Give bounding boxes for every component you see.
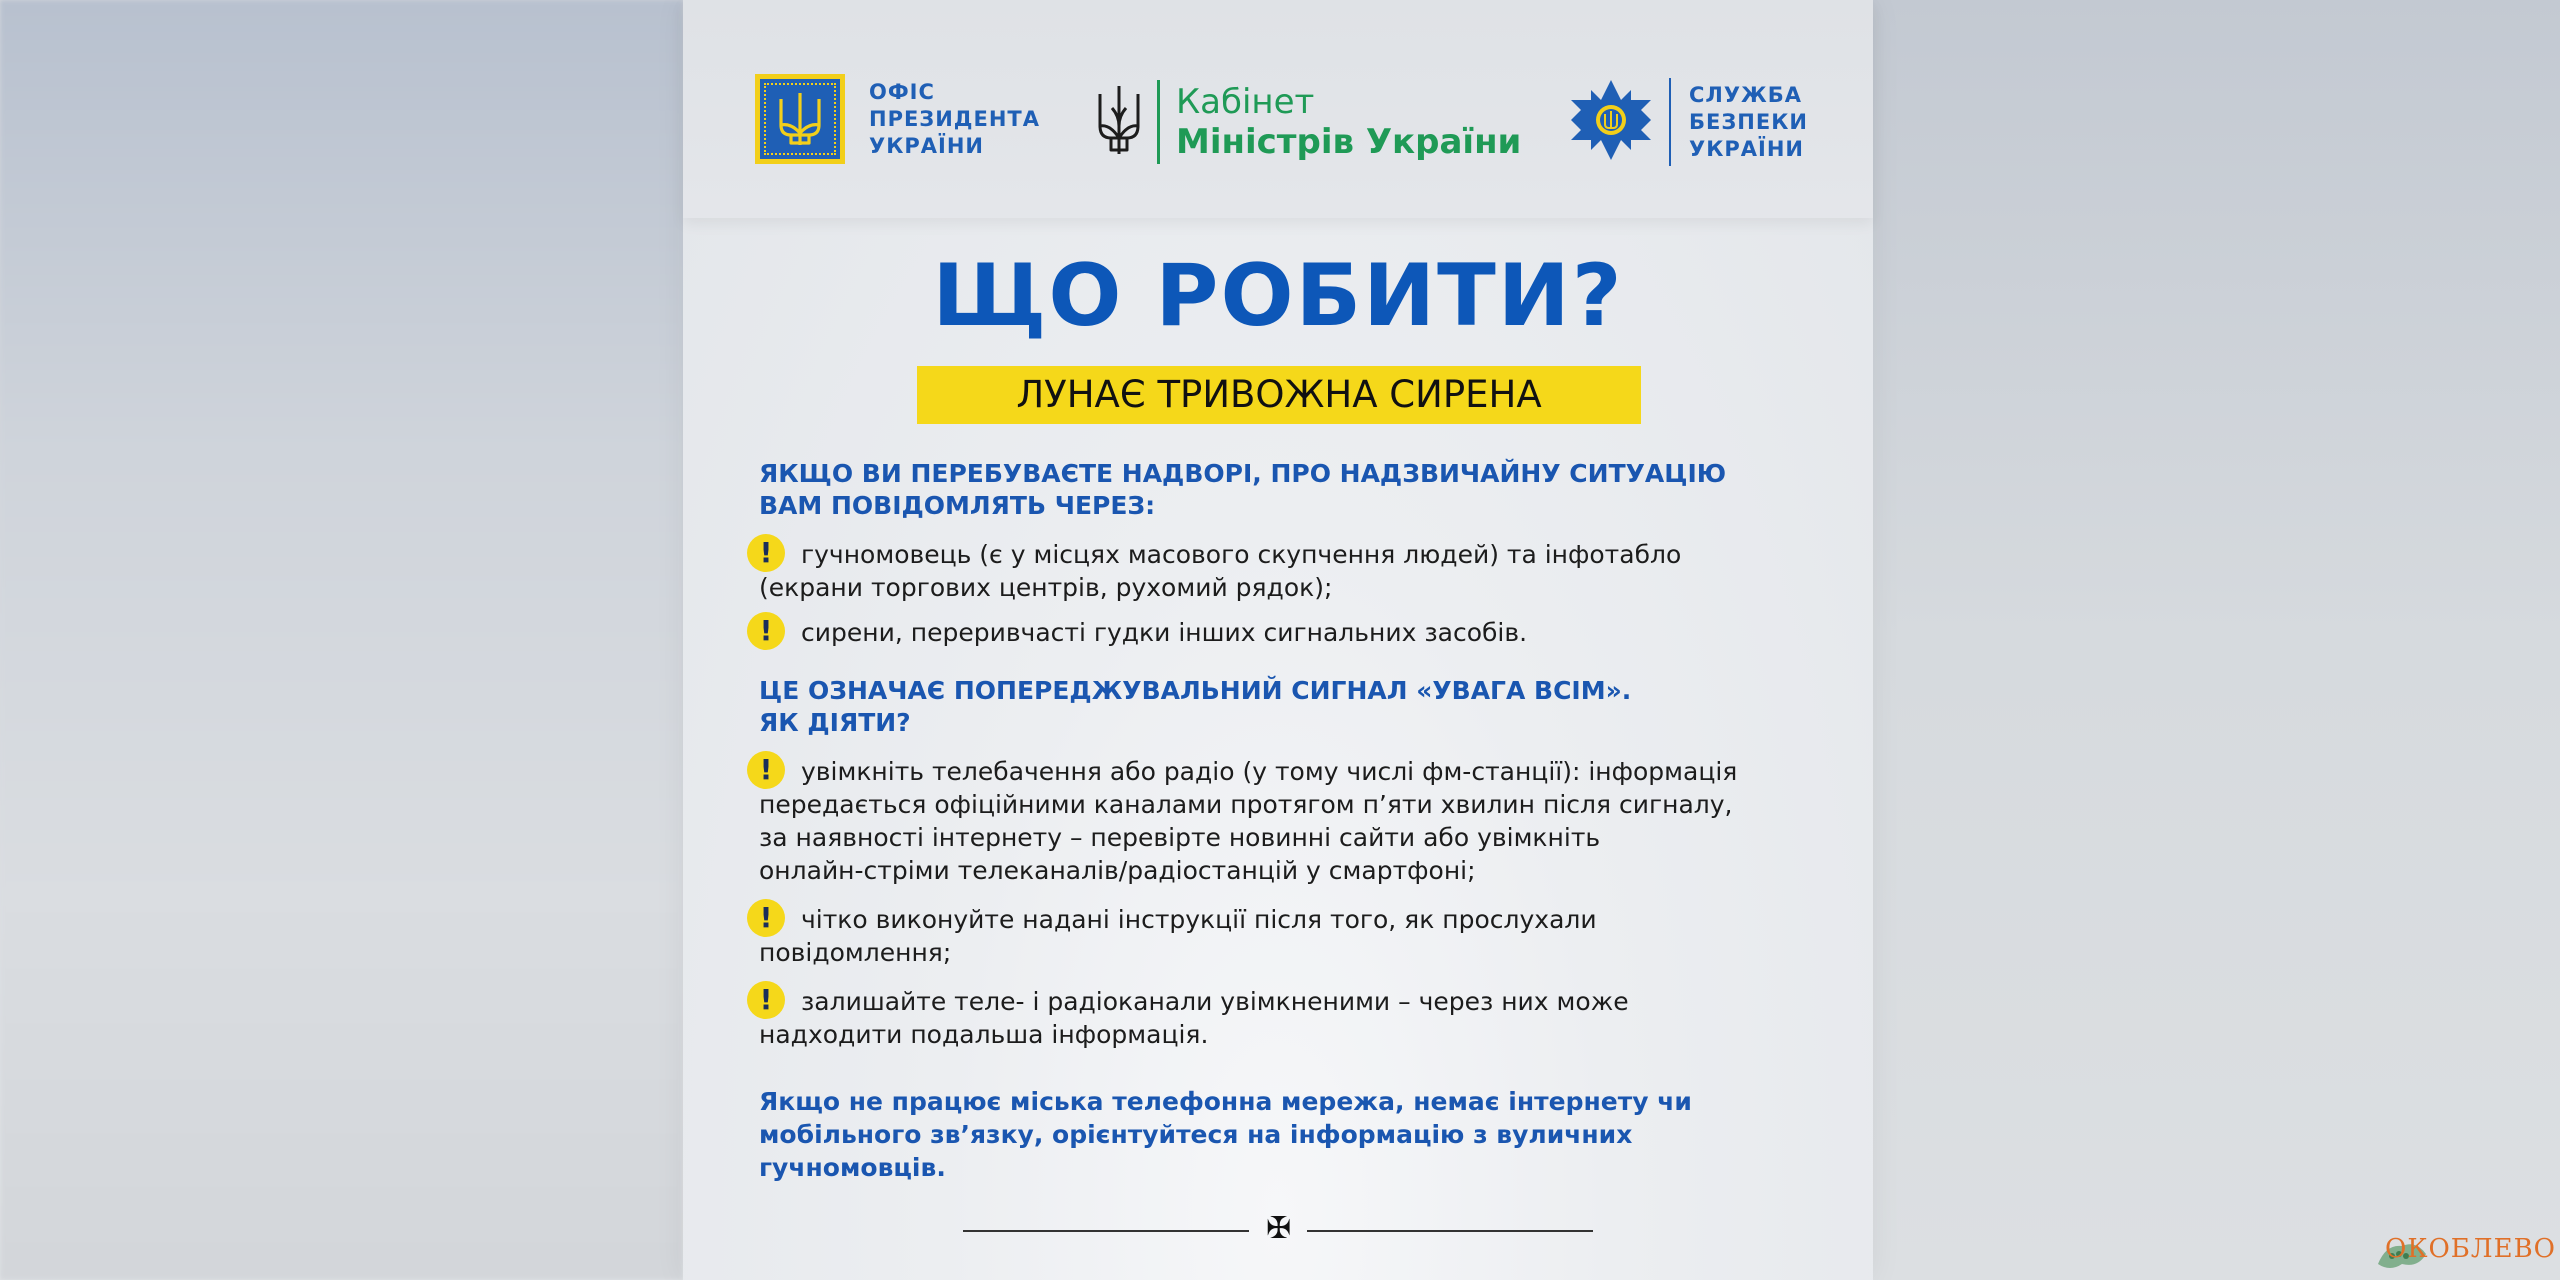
instructions-content <box>759 458 1819 1184</box>
divider-line-left <box>963 1230 1249 1232</box>
trident-icon <box>1095 82 1143 162</box>
security-service-text <box>1689 82 1808 163</box>
bullet-text: чітко виконуйте надані інструкції після того, як прослухали <box>801 905 1597 934</box>
cabinet-line-1: Кабінет <box>1176 82 1315 122</box>
section-2-heading <box>759 675 1819 739</box>
section-1-heading-line-1: ЯКЩО ВИ ПЕРЕБУВАЄТЕ НАДВОРІ, ПРО НАДЗВИЧАЙНУ СИТУАЦІЮ <box>759 459 1727 488</box>
background-left <box>0 0 683 1280</box>
bullet-text: повідомлення; <box>759 938 952 967</box>
page-title: ЩО РОБИТИ? <box>932 246 1624 346</box>
office-of-president-logo <box>755 74 1040 164</box>
bullet-text: онлайн-стріми телеканалів/радіостанцій у смартфоні; <box>759 856 1476 885</box>
bottom-divider <box>963 1211 1593 1250</box>
bullet-text: сирени, переривчасті гудки інших сигнальних засобів. <box>801 618 1528 647</box>
section-2-heading-line-1: ЦЕ ОЗНАЧАЄ ПОПЕРЕДЖУВАЛЬНИЙ СИГНАЛ «УВАГА ВСІМ». <box>759 676 1632 705</box>
section-1-heading-line-2: ВАМ ПОВІДОМЛЯТЬ ЧЕРЕЗ: <box>759 491 1156 520</box>
bullet-text: увімкніть телебачення або радіо (у тому числі фм-станції): інформація <box>801 757 1738 786</box>
sbu-line-1: СЛУЖБА <box>1689 82 1803 107</box>
exclamation-icon: ! <box>747 899 785 937</box>
exclamation-icon: ! <box>747 612 785 650</box>
footer-note-line-1: Якщо не працює міська телефонна мережа, немає інтернету чи <box>759 1087 1692 1116</box>
list-item <box>759 616 1819 649</box>
cabinet-line-2: Міністрів України <box>1176 122 1522 162</box>
office-line-2: ПРЕЗИДЕНТА <box>869 106 1041 131</box>
bullet-text: надходити подальша інформація. <box>759 1020 1209 1049</box>
subtitle-banner <box>917 366 1641 424</box>
watermark: ОКОБЛЕВО <box>2385 1234 2556 1264</box>
trident-emblem-icon <box>755 74 845 164</box>
office-line-1: ОФІС <box>869 79 935 104</box>
footer-note <box>759 1085 1819 1184</box>
bullet-text: за наявності інтернету – перевірте новинні сайти або увімкніть <box>759 823 1601 852</box>
subtitle: ЛУНАЄ ТРИВОЖНА СИРЕНА <box>1016 373 1542 416</box>
office-of-president-text <box>869 79 1040 160</box>
sbu-divider <box>1669 78 1671 166</box>
exclamation-icon: ! <box>747 981 785 1019</box>
footer-note-line-2: мобільного зв’язку, орієнтуйтеся на інформацію з вуличних гучномовців. <box>759 1120 1633 1182</box>
cross-icon: ✠ <box>1266 1211 1292 1246</box>
list-item <box>759 903 1819 969</box>
list-item <box>759 538 1819 604</box>
office-line-3: УКРАЇНИ <box>869 133 984 158</box>
exclamation-icon: ! <box>747 534 785 572</box>
background-right <box>1870 0 2560 1280</box>
poster <box>683 0 1873 1280</box>
logo-header <box>683 0 1873 218</box>
sbu-cross-icon <box>1569 78 1653 166</box>
list-item <box>759 985 1819 1051</box>
sbu-line-2: БЕЗПЕКИ <box>1689 109 1808 134</box>
bullet-text: гучномовець (є у місцях масового скупчення людей) та інфотабло <box>801 540 1682 569</box>
divider-line-right <box>1307 1230 1593 1232</box>
list-item <box>759 755 1819 887</box>
bullet-text: передається офіційними каналами протягом п’яти хвилин після сигналу, <box>759 790 1733 819</box>
exclamation-icon: ! <box>747 751 785 789</box>
cabinet-divider <box>1157 80 1160 164</box>
bullet-text: (екрани торгових центрів, рухомий рядок); <box>759 573 1333 602</box>
bullet-text: залишайте теле- і радіоканали увімкненими – через них може <box>801 987 1629 1016</box>
section-1-heading <box>759 458 1819 522</box>
security-service-logo <box>1569 78 1808 166</box>
sbu-line-3: УКРАЇНИ <box>1689 136 1804 161</box>
cabinet-of-ministers-logo <box>1095 80 1521 164</box>
section-2-heading-line-2: ЯК ДІЯТИ? <box>759 708 911 737</box>
